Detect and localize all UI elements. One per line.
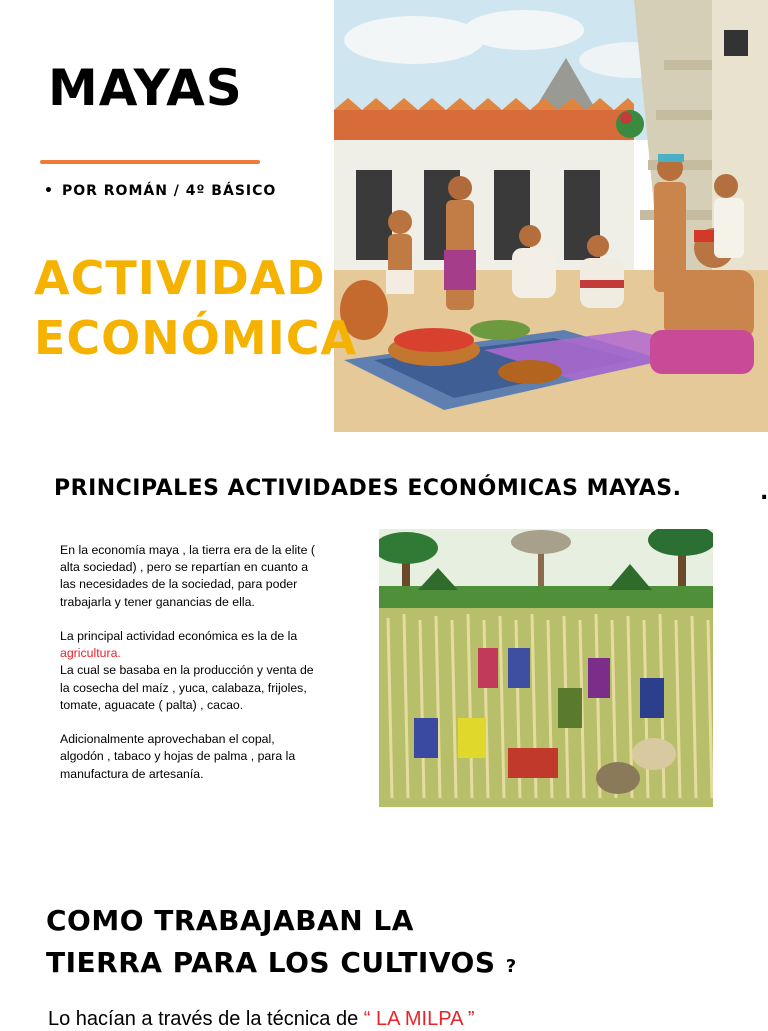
question-mark: ? bbox=[505, 956, 517, 977]
section-heading: PRINCIPALES ACTIVIDADES ECONÓMICAS MAYAS. bbox=[54, 476, 682, 501]
milpa-sentence bbox=[48, 1008, 475, 1031]
economy-body-text bbox=[60, 542, 320, 800]
agriculture-highlight: agricultura. bbox=[60, 646, 121, 661]
title-underline bbox=[40, 160, 260, 164]
slide-title: MAYAS bbox=[48, 59, 243, 117]
cultivation-heading bbox=[46, 900, 517, 988]
paragraph-land-ownership: En la economía maya , la tierra era de la elite ( alta sociedad) , pero se repartían en cuanto a las necesidades de la sociedad, para poder trabajarla y tener ganancias de ella. bbox=[60, 543, 315, 609]
headline-line-1: ACTIVIDAD bbox=[34, 251, 326, 305]
cultivation-heading-line-1: COMO TRABAJABAN LA bbox=[46, 904, 414, 937]
paragraph-agriculture bbox=[60, 628, 320, 714]
agriculture-details: La cual se basaba en la producción y venta de la cosecha del maíz , yuca, calabaza, frijoles, tomate, aguacate ( palta) , cacao. bbox=[60, 663, 314, 712]
trailing-mark: . bbox=[760, 480, 768, 505]
byline-text: POR ROMÁN / 4º BÁSICO bbox=[61, 183, 277, 199]
cultivation-heading-line-2: TIERRA PARA LOS CULTIVOS bbox=[46, 946, 496, 979]
maize-field-harvest-painting bbox=[378, 528, 714, 808]
headline-line-2: ECONÓMICA bbox=[34, 311, 358, 365]
milpa-intro: Lo hacían a través de la técnica de bbox=[48, 1008, 364, 1030]
maya-market-illustration bbox=[334, 0, 768, 432]
milpa-term: “ LA MILPA ” bbox=[363, 1008, 475, 1030]
headline bbox=[34, 248, 357, 368]
paragraph-crafts: Adicionalmente aprovechaban el copal, algodón , tabaco y hojas de palma , para la manufactura de artesanía. bbox=[60, 732, 296, 781]
bullet-icon: • bbox=[44, 183, 54, 199]
agriculture-intro: La principal actividad económica es la de la bbox=[60, 629, 298, 643]
author-byline bbox=[44, 183, 276, 199]
